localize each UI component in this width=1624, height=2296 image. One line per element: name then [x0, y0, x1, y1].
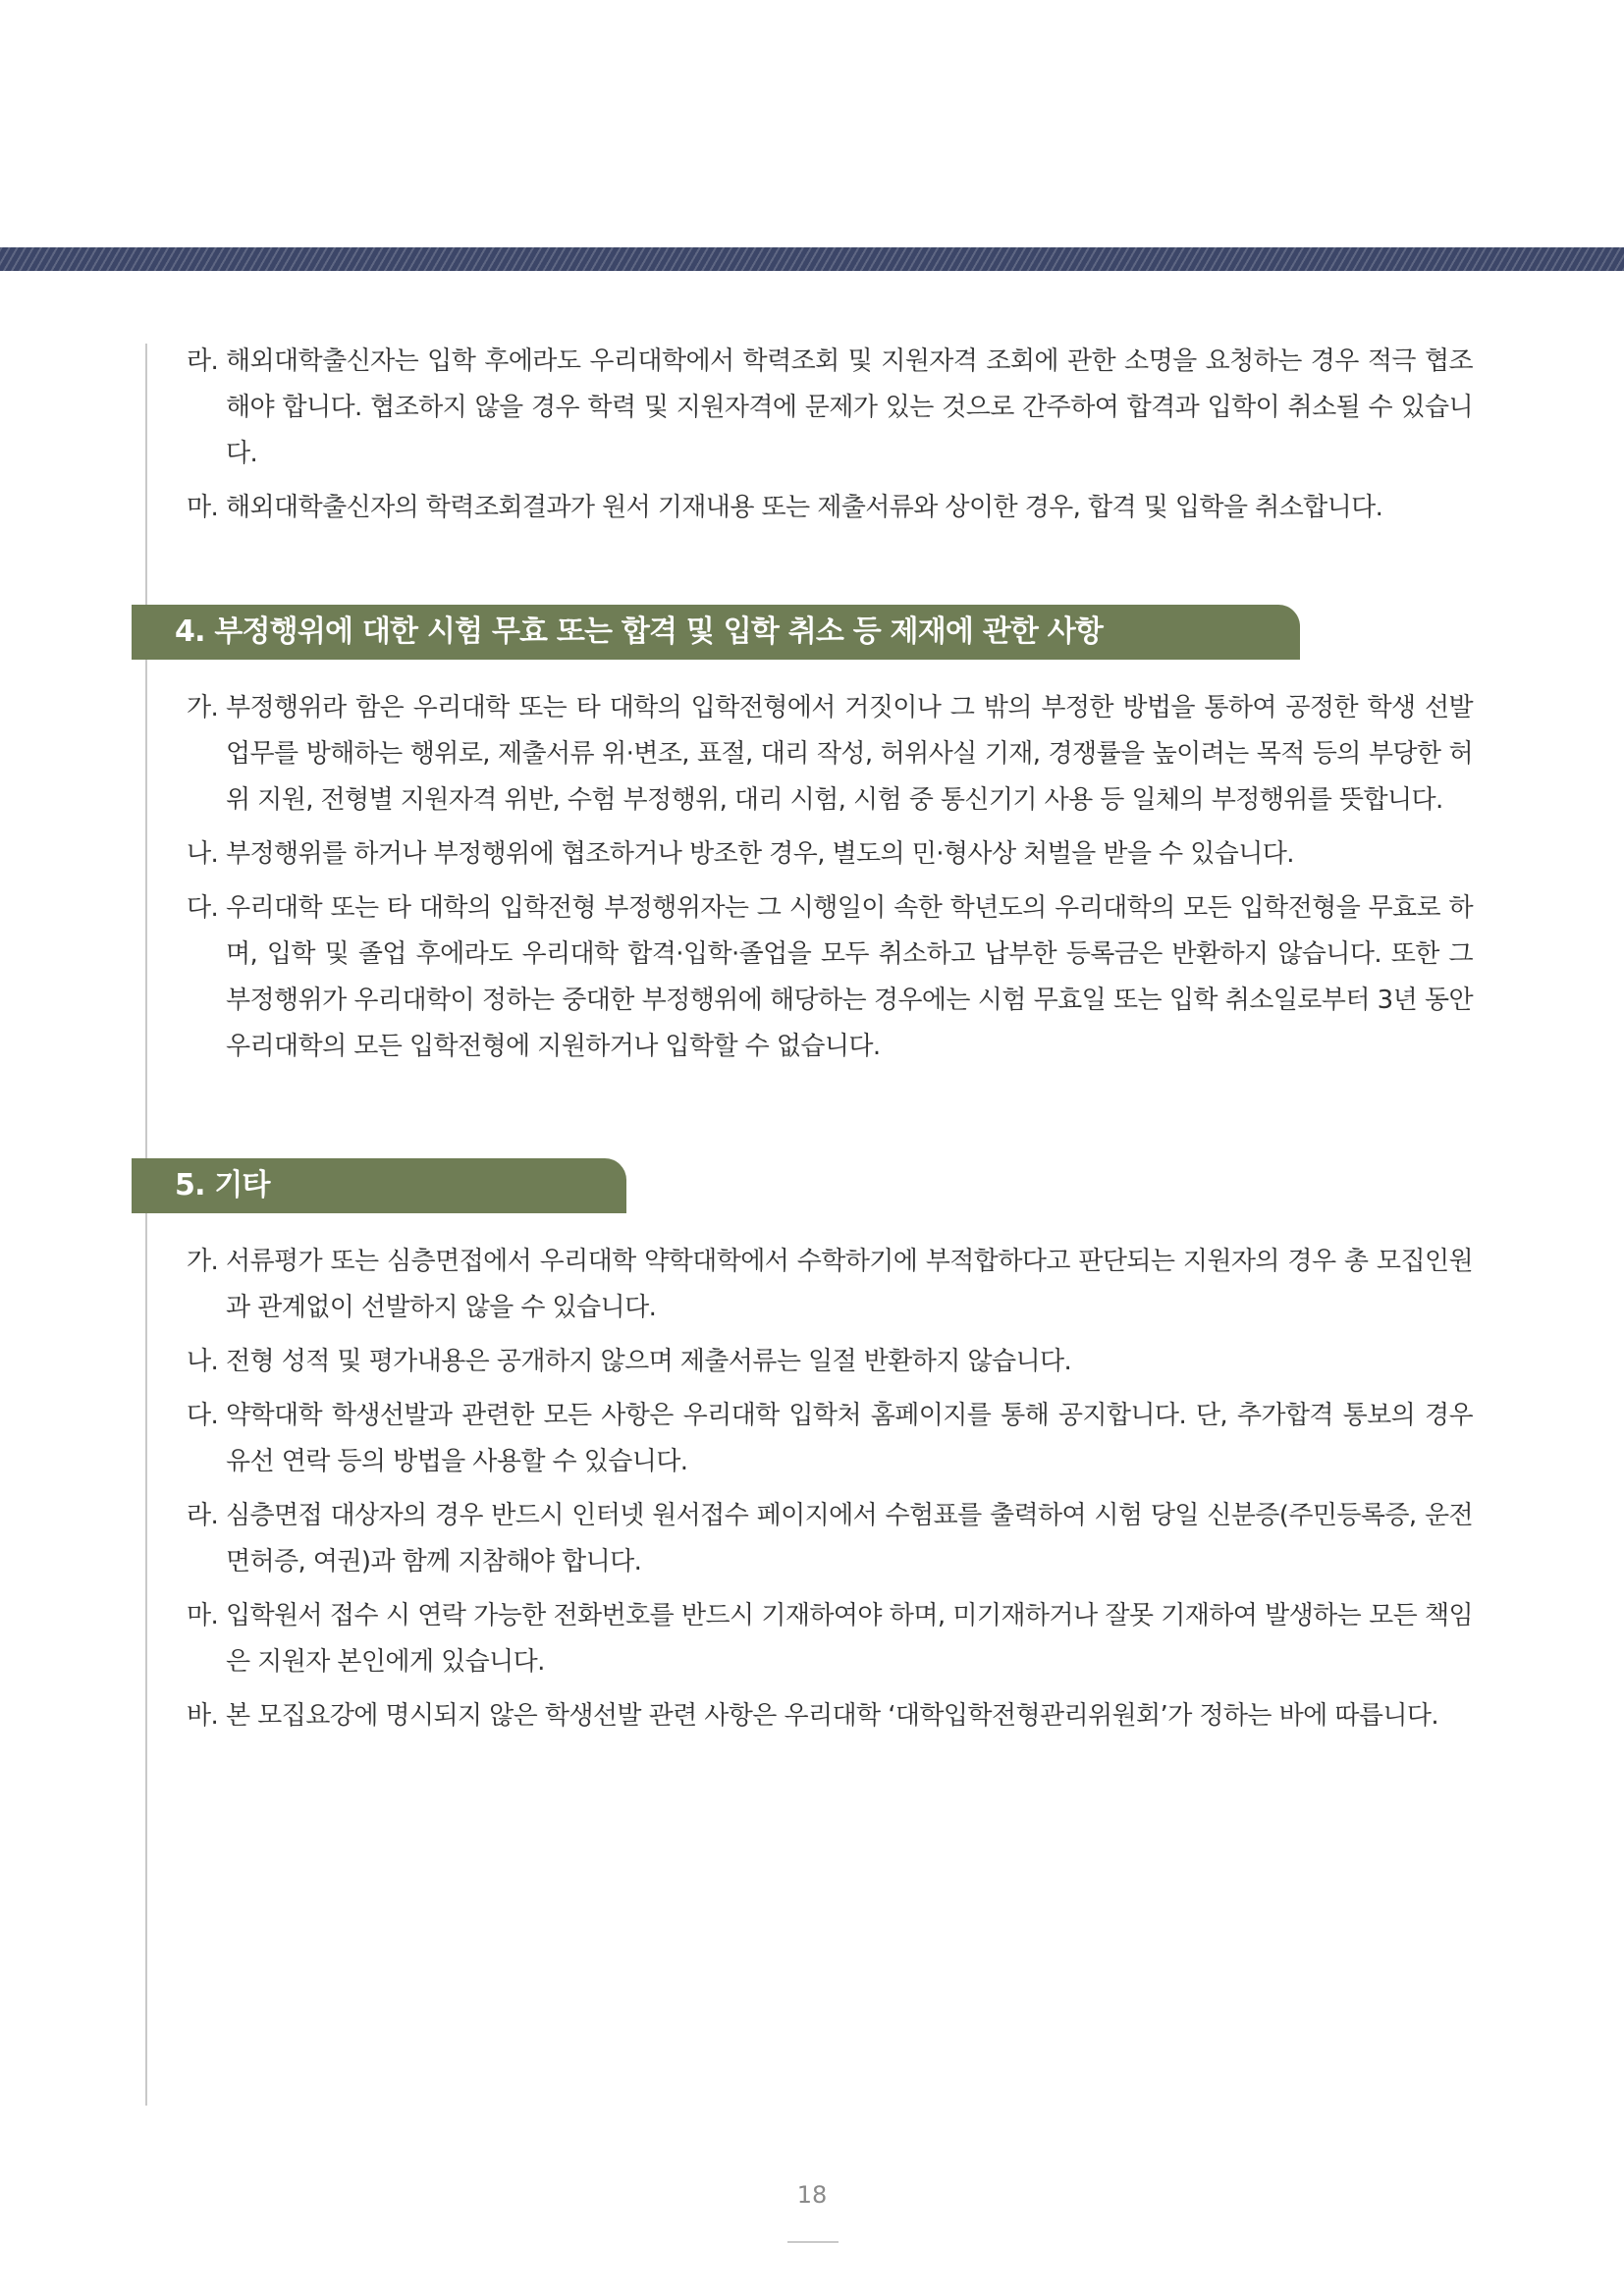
item-text: 전형 성적 및 평가내용은 공개하지 않으며 제출서류는 일절 반환하지 않습니다. — [226, 1347, 1072, 1376]
item-marker: 라. — [187, 1501, 219, 1530]
item-marker: 라. — [187, 347, 219, 376]
section-4-heading: 4. 부정행위에 대한 시험 무효 또는 합격 및 입학 취소 등 제재에 관한 사항 — [132, 605, 1300, 660]
list-item — [187, 1593, 1473, 1685]
list-item — [187, 1693, 1473, 1739]
item-text: 부정행위를 하거나 부정행위에 협조하거나 방조한 경우, 별도의 민·형사상 처벌을 받을 수 있습니다. — [226, 839, 1294, 869]
section-5-heading: 5. 기타 — [132, 1158, 626, 1213]
item-marker: 마. — [187, 493, 219, 522]
page-number: 18 — [796, 2181, 828, 2209]
item-marker: 다. — [187, 1401, 219, 1430]
item-marker: 가. — [187, 693, 219, 722]
item-text: 본 모집요강에 명시되지 않은 학생선발 관련 사항은 우리대학 ‘대학입학전형관리위원회’가 정하는 바에 따릅니다. — [226, 1701, 1439, 1731]
list-item — [187, 485, 1473, 531]
list-item — [187, 685, 1473, 824]
list-item — [187, 1493, 1473, 1585]
item-marker: 나. — [187, 1347, 219, 1376]
list-item — [187, 885, 1473, 1070]
list-item — [187, 831, 1473, 878]
item-text: 입학원서 접수 시 연락 가능한 전화번호를 반드시 기재하여야 하며, 미기재하거나 잘못 기재하여 발생하는 모든 책임은 지원자 본인에게 있습니다. — [226, 1601, 1473, 1677]
list-item — [187, 1239, 1473, 1331]
item-marker: 가. — [187, 1247, 219, 1276]
item-text: 우리대학 또는 타 대학의 입학전형 부정행위자는 그 시행일이 속한 학년도의 우리대학의 모든 입학전형을 무효로 하며, 입학 및 졸업 후에라도 우리대학 합격·입학·졸업을 모두 취소하고 납부한 등록금은 반환하지 않습니다. 또한 그 부정행위가 우리대학이 정하는 중대한 부정행위에 해당하는 경우에는 시험 무효일 또는 입학 취소일로부터 3년 동안 우리대학의 모든 입학전형에 지원하거나 입학할 수 없습니다. — [226, 893, 1473, 1061]
item-text: 해외대학출신자의 학력조회결과가 원서 기재내용 또는 제출서류와 상이한 경우, 합격 및 입학을 취소합니다. — [226, 493, 1383, 522]
section-4-list — [187, 685, 1473, 1070]
header-stripe-band — [0, 247, 1624, 271]
item-marker: 나. — [187, 839, 219, 869]
list-item — [187, 339, 1473, 477]
item-marker: 마. — [187, 1601, 219, 1630]
item-text: 부정행위라 함은 우리대학 또는 타 대학의 입학전형에서 거짓이나 그 밖의 부정한 방법을 통하여 공정한 학생 선발 업무를 방해하는 행위로, 제출서류 위·변조, 표절, 대리 작성, 허위사실 기재, 경쟁률을 높이려는 목적 등의 부당한 허위 지원, 전형별 지원자격 위반, 수험 부정행위, 대리 시험, 시험 중 통신기기 사용 등 일체의 부정행위를 뜻합니다. — [226, 693, 1473, 815]
document-body — [175, 339, 1473, 1747]
item-marker: 바. — [187, 1701, 219, 1731]
item-text: 심층면접 대상자의 경우 반드시 인터넷 원서접수 페이지에서 수험표를 출력하여 시험 당일 신분증(주민등록증, 운전면허증, 여권)과 함께 지참해야 합니다. — [226, 1501, 1473, 1576]
item-marker: 다. — [187, 893, 219, 923]
item-text: 서류평가 또는 심층면접에서 우리대학 약학대학에서 수학하기에 부적합하다고 판단되는 지원자의 경우 총 모집인원과 관계없이 선발하지 않을 수 있습니다. — [226, 1247, 1473, 1322]
page-number-rule — [787, 2241, 839, 2243]
section-5-list — [187, 1239, 1473, 1739]
list-item — [187, 1393, 1473, 1485]
item-text: 해외대학출신자는 입학 후에라도 우리대학에서 학력조회 및 지원자격 조회에 관한 소명을 요청하는 경우 적극 협조해야 합니다. 협조하지 않을 경우 학력 및 지원자격에 문제가 있는 것으로 간주하여 합격과 입학이 취소될 수 있습니다. — [226, 347, 1473, 468]
item-text: 약학대학 학생선발과 관련한 모든 사항은 우리대학 입학처 홈페이지를 통해 공지합니다. 단, 추가합격 통보의 경우 유선 연락 등의 방법을 사용할 수 있습니다. — [226, 1401, 1473, 1476]
intro-list — [187, 339, 1473, 531]
list-item — [187, 1339, 1473, 1385]
